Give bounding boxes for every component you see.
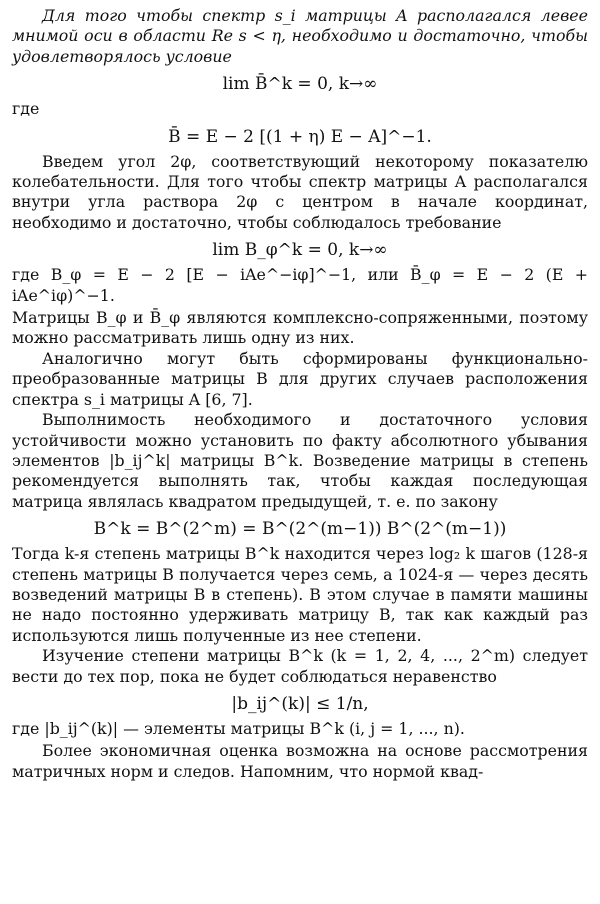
- paragraph-3: Матрицы B_φ и B̄_φ являются комплексно-сопряженными, поэтому можно рассматривать лишь одну из них.: [12, 308, 588, 348]
- formula-elements-note: где |b_ij^(k)| — элементы матрицы B^k (i, j = 1, ..., n).: [12, 718, 465, 738]
- paragraph-6: Тогда k-я степень матрицы B^k находится через log₂ k шагов (128-я степень матрицы B получается через семь, а 1024-я — через десять возведений матрицы B в степень). В этом случае в памяти машины не надо постоянно удерживать матрицу B, так как каждый раз используются лишь полученные из нее степени.: [12, 544, 588, 645]
- where-label: где: [12, 99, 40, 119]
- paragraph-1: Для того чтобы спектр s_i матрицы A располагался левее мнимой оси в области Re s < η, необходимо и достаточно, чтобы удовлетворялось условие: [12, 6, 588, 66]
- formula-limit-bbar: lim B̄^k = 0, k→∞: [222, 74, 378, 95]
- formula-bbar-definition: B̄ = E − 2 [(1 + η) E − A]^−1.: [168, 126, 432, 147]
- formula-power-law: B^k = B^(2^m) = B^(2^(m−1)) B^(2^(m−1)): [93, 519, 507, 540]
- paragraph-2: Введем угол 2φ, соответствующий некоторому показателю колебательности. Для того чтобы спектр матрицы A располагался внутри угла раствора 2φ с центром в начале координат, необходимо и достаточно, чтобы соблюдалось требование: [12, 151, 588, 232]
- formula-inequality: |b_ij^(k)| ≤ 1/n,: [231, 693, 369, 714]
- paragraph-4: Аналогично могут быть сформированы функционально-преобразованные матрицы B для других случаев расположения спектра s_i матрицы A [6, 7].: [12, 348, 588, 409]
- formula-bphi-definition: где B_φ = E − 2 [E − iAe^−iφ]^−1, или B̄_φ = E − 2 (E + iAe^iφ)^−1.: [12, 265, 588, 305]
- paragraph-7: Изучение степени матрицы B^k (k = 1, 2, 4, ..., 2^m) следует вести до тех пор, пока не будет соблюдаться неравенство: [12, 646, 588, 686]
- formula-limit-bphi: lim B_φ^k = 0, k→∞: [212, 240, 388, 261]
- paragraph-8: Более экономичная оценка возможна на основе рассмотрения матричных норм и следов. Напомним, что нормой квад-: [12, 741, 588, 781]
- paragraph-5: Выполнимость необходимого и достаточного условия устойчивости можно установить по факту абсолютного убывания элементов |b_ij^k| матрицы B^k. Возведение матрицы в степень рекомендуется выполнять так, чтобы каждая последующая матрица являлась квадратом предыдущей, т. е. по закону: [12, 410, 588, 511]
